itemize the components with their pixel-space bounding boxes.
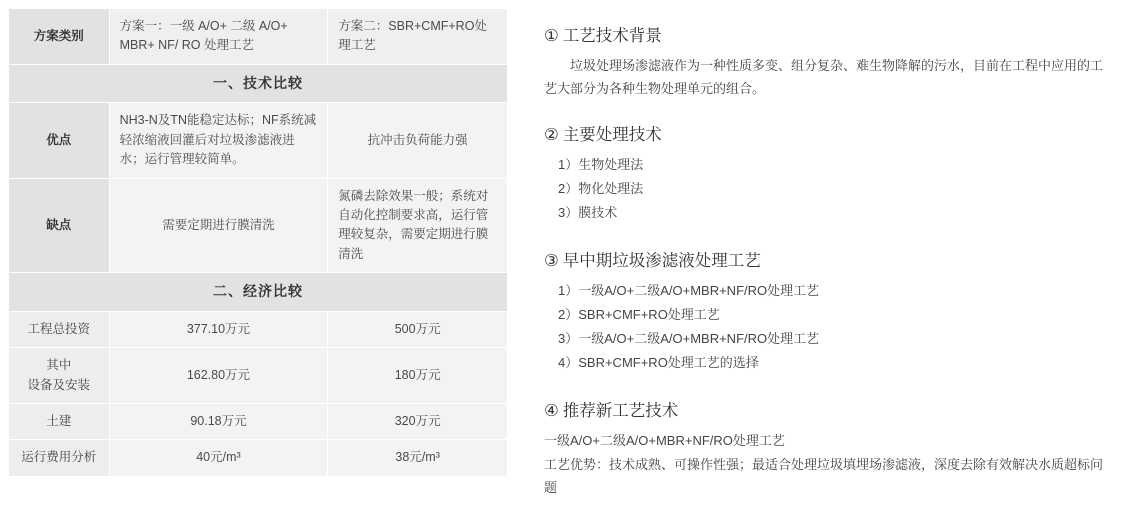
list-item: 2）SBR+CMF+RO处理工艺: [558, 306, 720, 322]
section-title-economic: 二、经济比较: [9, 273, 508, 312]
equipment-option-a: 162.80万元: [109, 348, 328, 404]
total-investment-option-b: 500万元: [328, 311, 508, 347]
operating-cost-option-b: 38元/m³: [328, 440, 508, 476]
table-row: [9, 440, 508, 476]
list-item: 4）SBR+CMF+RO处理工艺的选择: [558, 355, 759, 371]
section-band-econ-row: [9, 273, 508, 312]
table-header-row: [9, 9, 508, 65]
list-item: 3）一级A/O+二级A/O+MBR+NF/RO处理工艺: [558, 331, 820, 347]
section-4-line-2: 工艺优势：技术成熟、可操作性强；最适合处理垃圾填埋场渗滤液，深度去除有效解决水质超标问题: [544, 456, 1104, 495]
section-2-heading: [544, 121, 1112, 145]
section-2-title: 主要处理技术: [562, 125, 662, 144]
comparison-table: [8, 8, 508, 477]
section-2-number: ②: [544, 125, 559, 144]
table-row: [9, 348, 508, 404]
row-label-equipment-line1: 其中: [46, 358, 72, 373]
row-label-operating-cost: 运行费用分析: [9, 440, 110, 476]
section-3-number: ③: [544, 251, 559, 270]
note-section-3: [544, 247, 1112, 375]
table-row: [9, 403, 508, 439]
note-section-2: [544, 121, 1112, 225]
comparison-table-pane: [0, 0, 510, 507]
section-band-tech-row: [9, 64, 508, 103]
table-row: [9, 311, 508, 347]
row-label-disadvantages: 缺点: [9, 178, 110, 273]
civil-works-option-a: 90.18万元: [109, 403, 328, 439]
section-3-list: [544, 279, 1112, 375]
row-label-equipment: [9, 348, 110, 404]
total-investment-option-a: 377.10万元: [109, 311, 328, 347]
table-row: [9, 103, 508, 178]
row-label-equipment-line2: 设备及安装: [27, 377, 91, 392]
section-1-number: ①: [544, 27, 559, 45]
section-1-body: 垃圾处理场渗滤液作为一种性质多变、组分复杂、难生物降解的污水，目前在工程中应用的工艺大部分为各种生物处理单元的组合。: [544, 58, 1104, 97]
disadvantages-option-a: 需要定期进行膜清洗: [109, 178, 328, 273]
section-1-heading: [544, 22, 1112, 46]
section-3-title: 早中期垃圾渗滤液处理工艺: [562, 251, 761, 270]
row-label-total-investment: 工程总投资: [9, 311, 110, 347]
list-item: 1）生物处理法: [558, 156, 644, 172]
section-2-list: [544, 153, 1112, 225]
section-4-line-1: 一级A/O+二级A/O+MBR+NF/RO处理工艺: [544, 433, 785, 449]
list-item: 3）膜技术: [558, 204, 618, 220]
row-label-advantages: 优点: [9, 103, 110, 178]
section-4-title: 推荐新工艺技术: [562, 402, 679, 421]
disadvantages-option-b: 氮磷去除效果一般；系统对自动化控制要求高，运行管理较复杂，需要定期进行膜清洗: [328, 178, 508, 273]
header-option-b-cell: 方案二：SBR+CMF+RO处理工艺: [328, 9, 508, 65]
notes-pane: [510, 0, 1140, 507]
section-title-technical: 一、技术比较: [9, 64, 508, 103]
note-section-1: [544, 22, 1112, 101]
note-section-4: [544, 397, 1112, 499]
list-item: 2）物化处理法: [558, 180, 644, 196]
list-item: 1）一级A/O+二级A/O+MBR+NF/RO处理工艺: [558, 282, 820, 298]
equipment-option-b: 180万元: [328, 348, 508, 404]
row-label-civil-works: 土建: [9, 403, 110, 439]
section-1-title: 工艺技术背景: [562, 27, 662, 45]
section-4-number: ④: [544, 402, 559, 421]
civil-works-option-b: 320万元: [328, 403, 508, 439]
table-row: [9, 178, 508, 273]
section-4-heading: [544, 397, 1112, 421]
operating-cost-option-a: 40元/m³: [109, 440, 328, 476]
header-label-cell: 方案类别: [9, 9, 110, 65]
advantages-option-b: 抗冲击负荷能力强: [328, 103, 508, 178]
section-3-heading: [544, 247, 1112, 271]
header-option-a-cell: 方案一：一级 A/O+ 二级 A/O+ MBR+ NF/ RO 处理工艺: [109, 9, 328, 65]
advantages-option-a: NH3-N及TN能稳定达标；NF系统减轻浓缩液回灌后对垃圾渗滤液进水；运行管理较简单。: [109, 103, 328, 178]
